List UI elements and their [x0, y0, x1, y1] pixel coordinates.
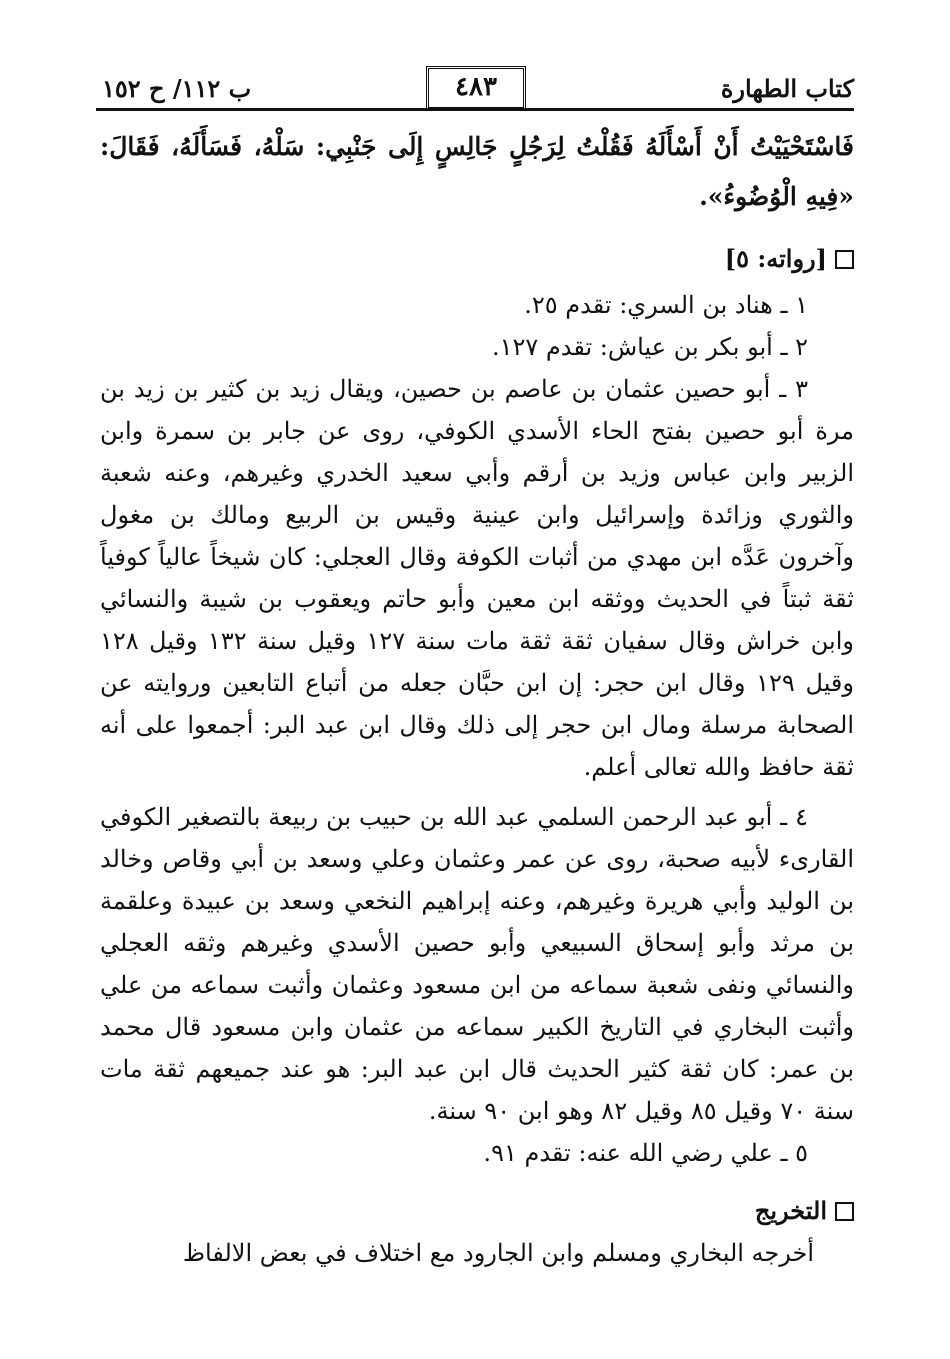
narrators-title: [رواته: ٥]: [724, 244, 827, 273]
narrator-item: ٣ ـ أبو حصين عثمان بن عاصم بن حصين، ويقال زيد بن كثير بن زيد بن مرة أبو حصين بفتح الحاء الأسدي الكوفي، روى عن جابر بن سمرة وابن الزبير وابن عباس وزيد بن أرقم وأبي سعيد الخدري وغيرهم، وعنه شعبة والثوري وزائدة وإسرائيل وابن عينية وقيس بن الربيع ومالك بن مغول وآخرون عَدَّه ابن مهدي من أثبات الكوفة وقال العجلي: كان شيخاً عالياً كوفياً ثقة ثبتاً في الحديث ووثقه ابن معين وأبو حاتم ويعقوب بن شيبة والنسائي وابن خراش وقال سفيان ثقة ثقة مات سنة ١٢٧ وقيل سنة ١٣٢ وقيل ١٢٨ وقيل ١٢٩ وقال ابن حجر: إن ابن حبَّان جعله من أتباع التابعين وروايته عن الصحابة مرسلة ومال ابن حجر إلى ذلك وقال ابن عبد البر: أجمعوا على أنه ثقة حافظ والله تعالى أعلم.: [100, 375, 854, 781]
page-header: [96, 66, 854, 106]
page-content: [100, 122, 854, 1274]
square-bullet-icon: [835, 1202, 854, 1221]
narrator-item: ٥ ـ علي رضي الله عنه: تقدم ٩١.: [483, 1139, 808, 1167]
takhrij-title: التخريج: [754, 1196, 827, 1225]
narrator-item: ٤ ـ أبو عبد الرحمن السلمي عبد الله بن حبيب بن ربيعة بالتصغير الكوفي القارىء لأبيه صحبة، روى عن عمر وعثمان وعلي وسعد بن أبي وقاص وخالد بن الوليد وأبي هريرة وغيرهم، وعنه إبراهيم النخعي وسعد بن عبيدة وعلقمة بن مرثد وأبو إسحاق السبيعي وأبو حصين الأسدي وغيرهم وثقه العجلي والنسائي ونفى شعبة سماعه من ابن مسعود وعثمان وأثبت سماعه من علي وأثبت البخاري في التاريخ الكبير سماعه من عثمان وابن مسعود قال محمد بن عمر: كان ثقة كثير الحديث قال ابن عبد البر: هو عند جميعهم ثقة مات سنة ٧٠ وقيل ٨٥ وقيل ٨٢ وهو ابن ٩٠ سنة.: [100, 803, 855, 1125]
square-bullet-icon: [835, 250, 854, 269]
takhrij-text: أخرجه البخاري ومسلم وابن الجارود مع اختلاف في بعض الالفاظ: [182, 1239, 814, 1267]
narrators-heading: [100, 238, 854, 280]
book-title: كتاب الطهارة: [720, 74, 854, 103]
page-number: ٤٨٣: [426, 66, 526, 110]
header-divider: [96, 108, 854, 111]
takhrij-heading: [100, 1190, 854, 1232]
narrator-item: ٢ ـ أبو بكر بن عياش: تقدم ١٢٧.: [491, 333, 808, 361]
narrator-item: ١ ـ هناد بن السري: تقدم ٢٥.: [524, 291, 808, 319]
hadith-reference: ب ١١٢/ ح ١٥٢: [102, 74, 252, 103]
hadith-text: فَاسْتَحْيَيْتُ أَنْ أَسْأَلَهُ فَقُلْتُ لِرَجُلٍ جَالِسٍ إِلَى جَنْبِي: سَلْهُ، فَسَأَلَهُ، فَقَالَ: «فِيهِ الْوُضُوءُ».: [100, 132, 854, 211]
